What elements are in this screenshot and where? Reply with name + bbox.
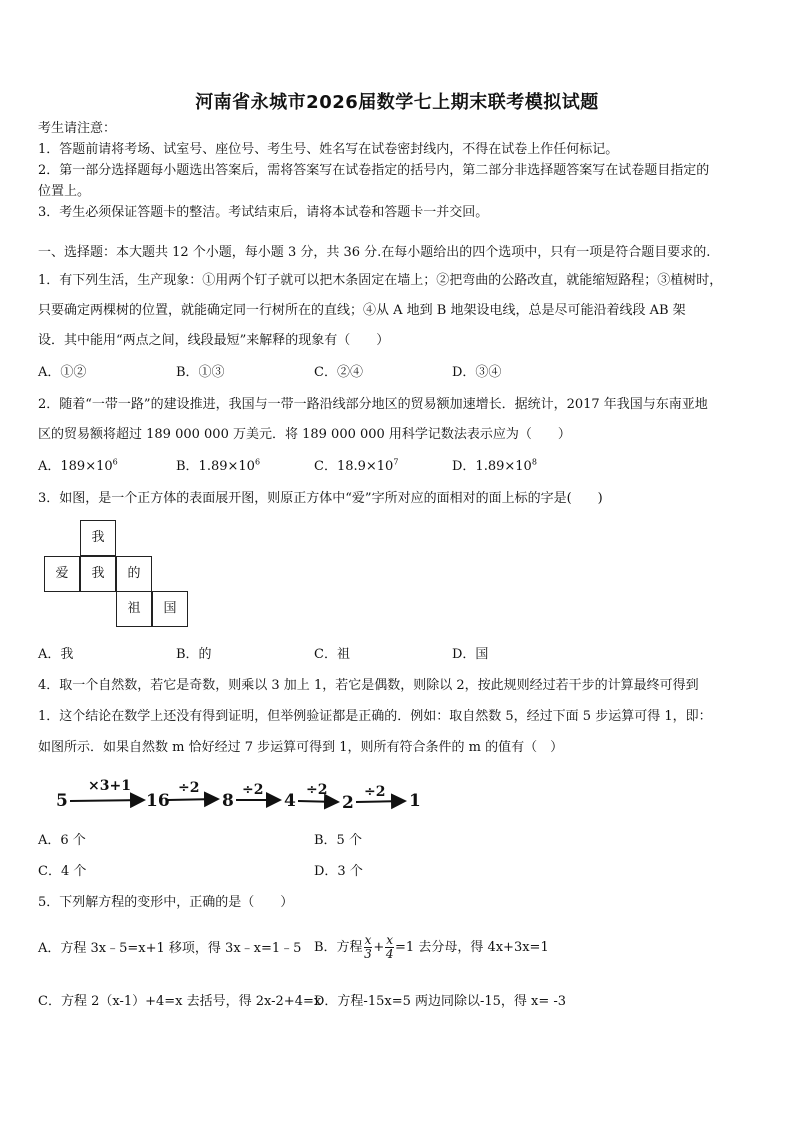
q1-line-3: 设．其中能用“两点之间，线段最短”来解释的现象有（ ） [38,333,390,348]
chain-arrow-2 [168,799,218,800]
page-title: 河南省永城市2026届数学七上期末联考模拟试题 [195,92,599,113]
operation-chain-diagram [56,778,436,818]
q3-option-b: B．的 [176,647,212,662]
q1-line-2: 只要确定两棵树的位置，就能确定同一行树所在的直线；④从 A 地到 B 地架设电线，总是尽可能沿着线段 AB 架 [38,303,686,318]
net-cell-wo-top: 我 [80,520,116,556]
chain-number-4: 4 [284,791,296,811]
q1-line-1: 1．有下列生活，生产现象：①用两个钉子就可以把木条固定在墙上；②把弯曲的公路改直，就能缩短路程；③植树时， [38,273,723,288]
q4-option-c: C．4 个 [38,864,87,879]
q2-line-2: 区的贸易额将超过 189 000 000 万美元．将 189 000 000 用科学记数法表示应为（ ） [38,427,571,442]
chain-arrow-5 [356,801,405,802]
chain-number-1: 1 [409,791,421,811]
q4-option-b: B．5 个 [314,833,362,848]
q1-option-d: D．③④ [452,365,502,380]
chain-number-16: 16 [146,791,170,811]
notice-item-3: 3．考生必须保证答题卡的整洁。考试结束后，请将本试卷和答题卡一并交回。 [38,205,489,220]
notice-item-2: 2．第一部分选择题每小题选出答案后，需将答案写在试卷指定的括号内，第二部分非选择题答案写在试卷题目指定的 [38,163,710,178]
fraction-x-over-4: $\frac{x}{4}$ [385,933,394,961]
net-cell-ai: 爱 [44,556,80,592]
net-cell-guo: 国 [152,591,188,627]
q4-option-a: A．6 个 [38,833,86,848]
chain-op-div2-c: ÷2 [306,782,328,798]
chain-number-5: 5 [56,791,68,811]
q4-line-2: 1．这个结论在数学上还没有得到证明，但举例验证都是正确的．例如：取自然数 5，经过下面 5 步运算可得 1，即： [38,709,712,724]
q5-option-c: C．方程 2（x-1）+4=x 去括号，得 2x-2+4=x [38,994,322,1009]
q5-option-b: B．方程 $\frac{x}{3}$ + $\frac{x}{4}$ =1 去分母，得 4x+3x=1 [314,933,549,961]
chain-op-div2-b: ÷2 [242,782,264,798]
net-cell-wo: 我 [80,556,116,592]
chain-op-div2-d: ÷2 [364,784,386,800]
q5-option-d: D．方程-15x=5 两边同除以-15，得 x= -3 [314,994,567,1009]
q2-option-d: D．$1.89\times 10^8$ [452,457,537,474]
q3-line: 3．如图，是一个正方体的表面展开图，则原正方体中“爱”字所对应的面相对的面上标的字是( ) [38,491,603,506]
q2-option-a: A．$189\times 10^6$ [38,457,118,474]
q2-option-b: B．$1.89\times 10^6$ [176,457,261,474]
net-cell-zu: 祖 [116,591,152,627]
q2-option-c: C．$18.9\times 10^7$ [314,457,399,474]
chain-arrow-1 [70,800,144,801]
chain-number-2: 2 [342,793,354,813]
q4-line-3: 如图所示．如果自然数 m 恰好经过 7 步运算可得到 1，则所有符合条件的 m 的值有（ ） [38,740,564,755]
q3-option-a: A．我 [38,647,74,662]
chain-number-8: 8 [222,791,234,811]
q1-option-b: B．①③ [176,365,225,380]
fraction-x-over-3: $\frac{x}{3}$ [364,933,372,961]
q4-option-d: D．3 个 [314,864,363,879]
q5-line: 5．下列解方程的变形中，正确的是（ ） [38,895,294,910]
q4-line-1: 4．取一个自然数，若它是奇数，则乘以 3 加上 1，若它是偶数，则除以 2，按此规则经过若干步的计算最终可得到 [38,678,699,693]
q2-line-1: 2．随着“一带一路”的建设推进，我国与一带一路沿线部分地区的贸易额加速增长．据统计，2017 年我国与东南亚地 [38,397,708,412]
q3-option-c: C．祖 [314,647,350,662]
q1-option-a: A．①② [38,365,87,380]
chain-op-times3plus1: ×3+1 [88,778,131,794]
q1-option-c: C．②④ [314,365,363,380]
q3-option-d: D．国 [452,647,489,662]
notice-item-2-cont: 位置上。 [38,184,91,199]
net-cell-de: 的 [116,556,152,592]
chain-arrow-4 [298,801,338,802]
chain-op-div2-a: ÷2 [178,780,200,796]
notice-heading: 考生请注意： [38,121,117,136]
section-heading: 一、选择题：本大题共 12 个小题，每小题 3 分，共 36 分.在每小题给出的四个选项中，只有一项是符合题目要求的. [38,245,711,260]
q5-option-a: A．方程 3x﹣5=x+1 移项，得 3x﹣x=1﹣5 [38,941,302,956]
notice-item-1: 1．答题前请将考场、试室号、座位号、考生号、姓名写在试卷密封线内，不得在试卷上作任何标记。 [38,142,619,157]
